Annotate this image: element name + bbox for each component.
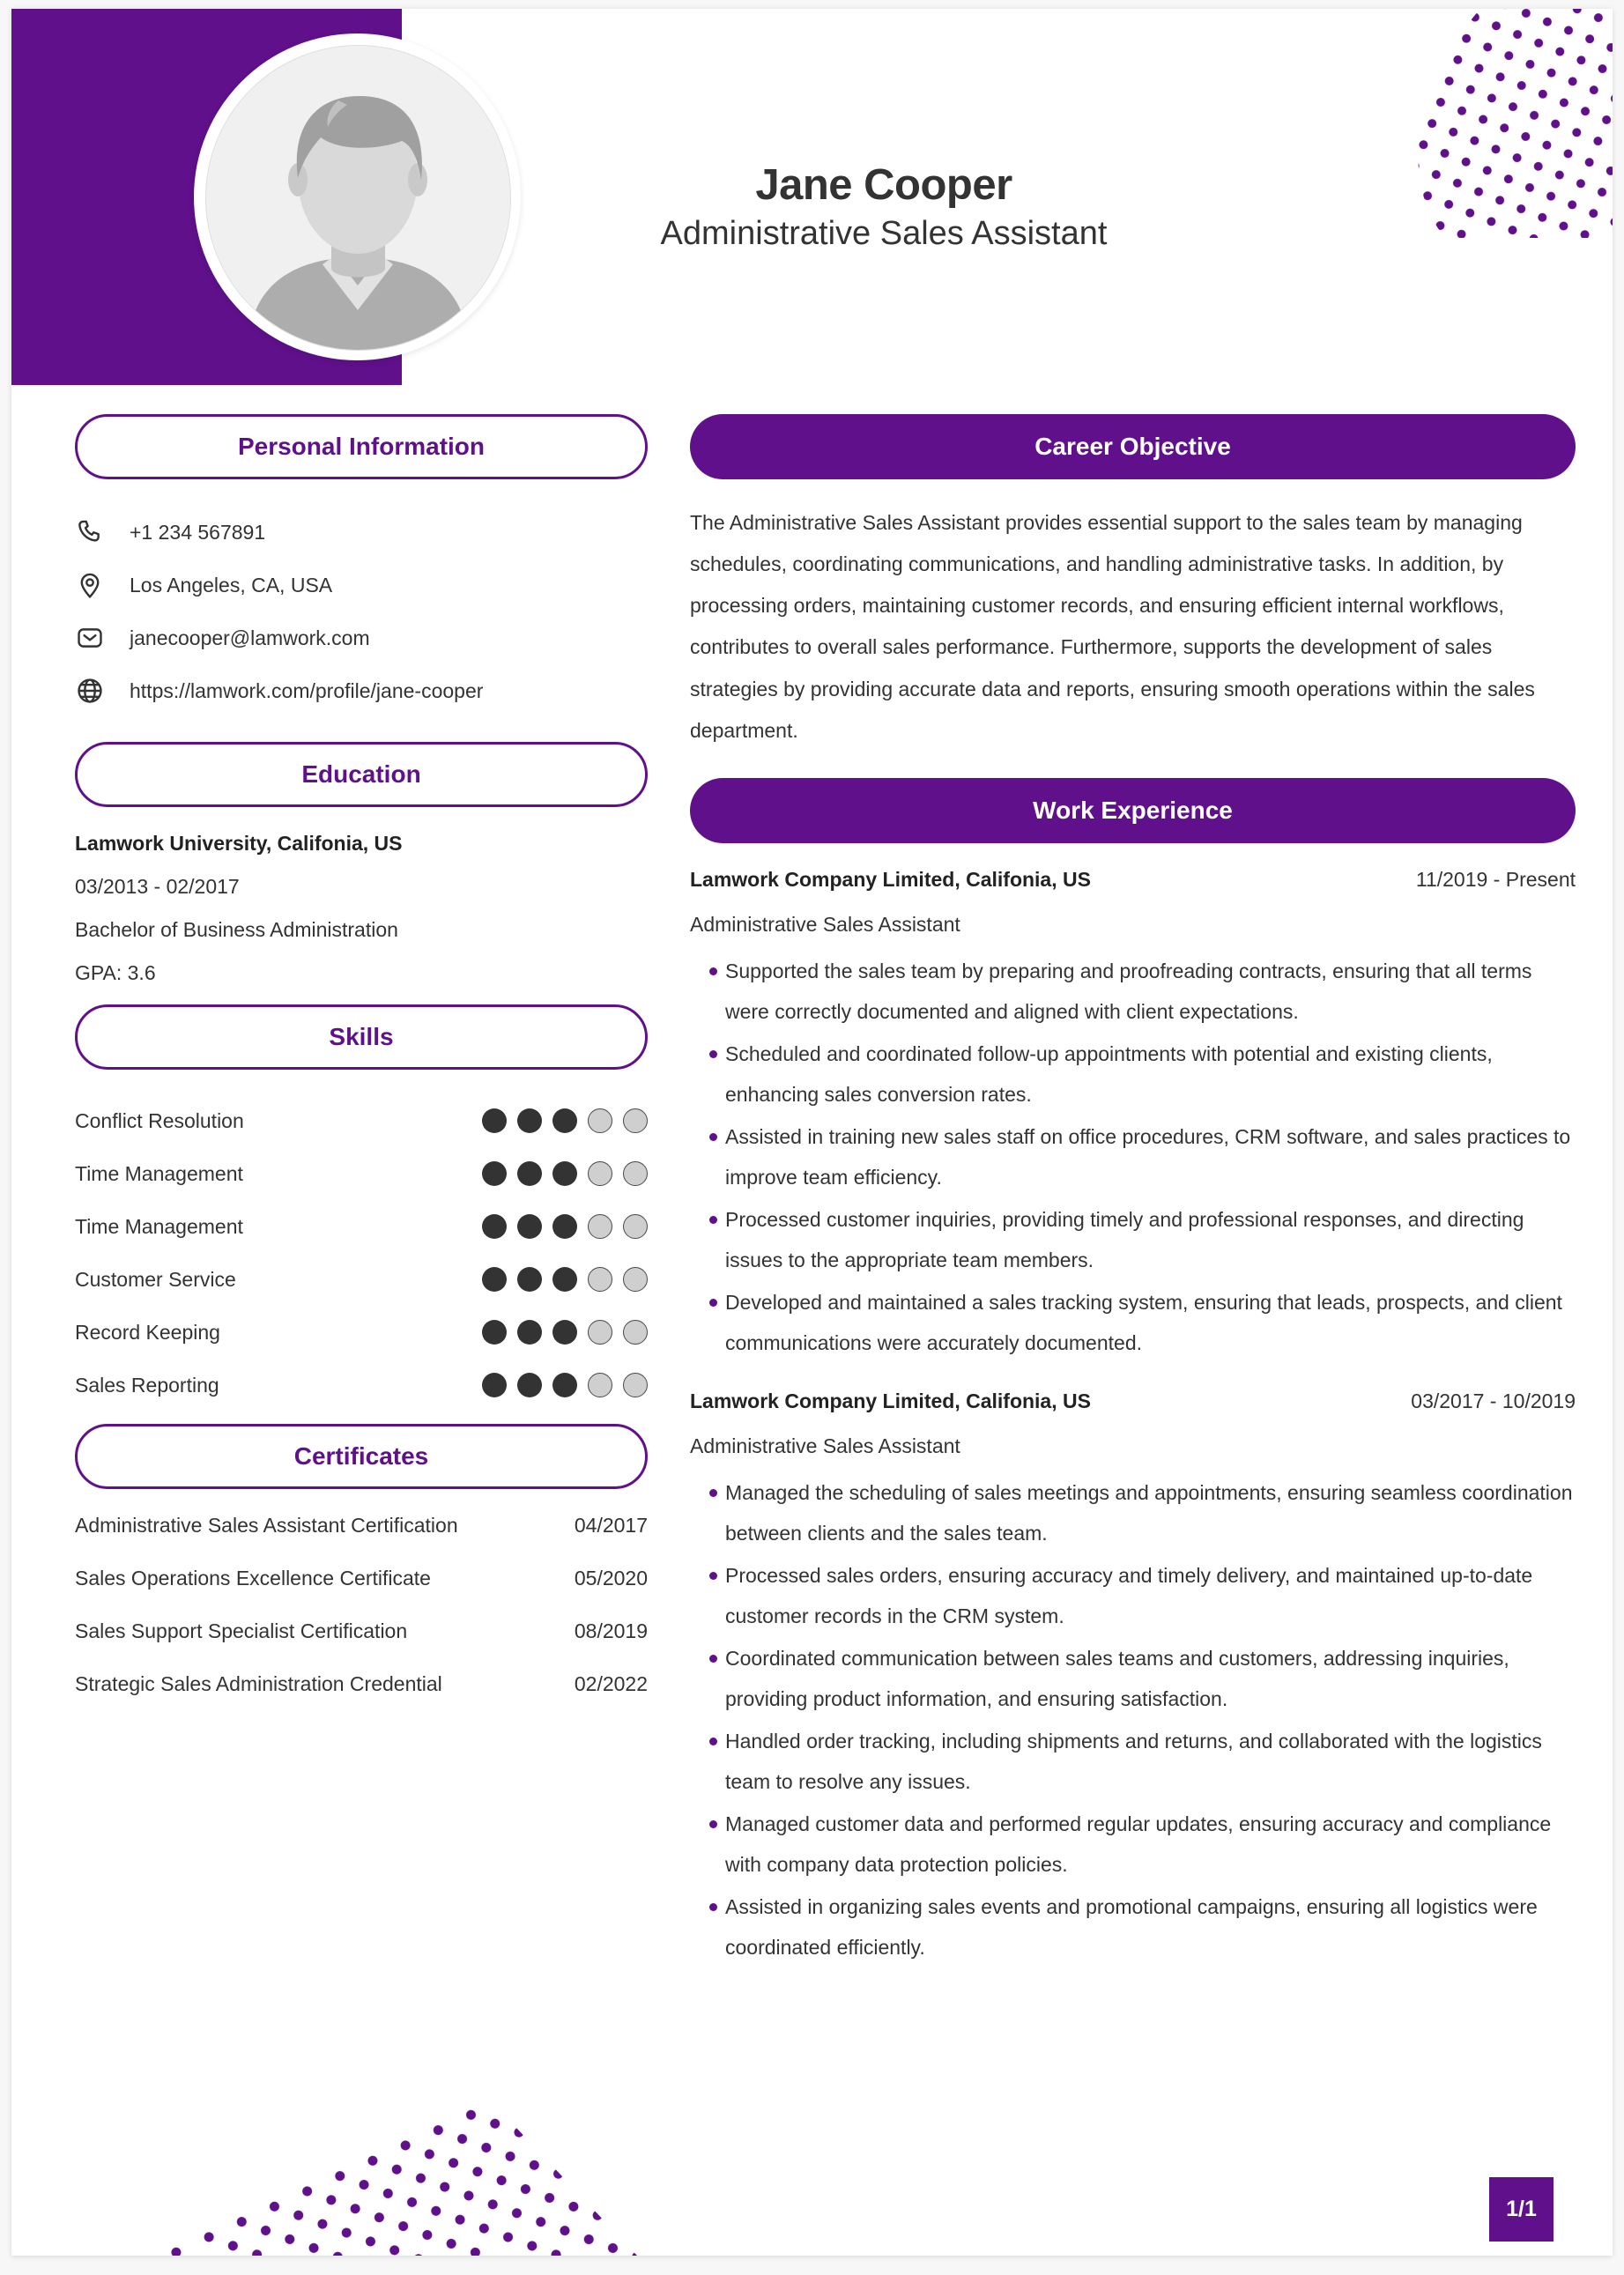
job-title: Administrative Sales Assistant — [660, 215, 1108, 253]
section-header-work-experience: Work Experience — [690, 778, 1576, 843]
section-header-career-objective: Career Objective — [690, 414, 1576, 479]
job-company: Lamwork Company Limited, Califonia, US — [690, 867, 1091, 891]
dot-pattern-top-right-icon — [1348, 9, 1613, 238]
name-title-group — [575, 163, 1192, 253]
certificate-name: Sales Operations Excellence Certificate — [75, 1567, 431, 1590]
skill-rating-dots — [482, 1214, 648, 1239]
section-header-education: Education — [75, 742, 648, 807]
skill-row — [75, 1094, 648, 1147]
education-dates: 03/2013 - 02/2017 — [75, 875, 240, 898]
skill-name: Conflict Resolution — [75, 1108, 244, 1132]
education-institution: Lamwork University, Califonia, US — [75, 832, 403, 855]
skill-rating-dots — [482, 1373, 648, 1397]
skill-name: Customer Service — [75, 1267, 236, 1291]
job-dates: 03/2017 - 10/2019 — [1411, 1389, 1576, 1412]
job-role: Administrative Sales Assistant — [690, 912, 960, 936]
contact-value-phone: +1 234 567891 — [130, 520, 266, 544]
avatar — [194, 33, 521, 360]
work-experience-item — [690, 1389, 1576, 1967]
skill-row — [75, 1200, 648, 1253]
job-bullet-list — [690, 951, 1576, 1363]
certificate-date: 05/2020 — [574, 1567, 648, 1590]
skill-name: Sales Reporting — [75, 1373, 219, 1397]
job-bullet: Supported the sales team by preparing and proofreading contracts, ensuring that all terms were correctly documented and aligned with client expectations. — [713, 951, 1576, 1032]
resume-sheet — [11, 9, 1613, 2256]
skill-row — [75, 1359, 648, 1412]
right-column — [690, 414, 1576, 1973]
skill-name: Time Management — [75, 1214, 243, 1238]
section-header-skills: Skills — [75, 1004, 648, 1070]
job-bullet: Handled order tracking, including shipments and returns, and collaborated with the logistics team to resolve any issues. — [713, 1721, 1576, 1802]
job-header — [690, 1389, 1576, 1413]
job-bullet: Managed customer data and performed regular updates, ensuring accuracy and compliance with company data protection policies. — [713, 1804, 1576, 1885]
contact-row-phone[interactable] — [75, 506, 648, 559]
certificate-row — [75, 1672, 648, 1725]
job-bullet-list — [690, 1472, 1576, 1967]
job-bullet: Assisted in training new sales staff on office procedures, CRM software, and sales practices to improve team efficiency. — [713, 1116, 1576, 1197]
certificate-name: Sales Support Specialist Certification — [75, 1619, 408, 1642]
skill-rating-dots — [482, 1161, 648, 1186]
page-indicator: 1/1 — [1489, 2177, 1554, 2242]
certificate-row — [75, 1567, 648, 1619]
contact-row-location[interactable] — [75, 559, 648, 611]
skill-name: Time Management — [75, 1161, 243, 1185]
left-column — [75, 414, 648, 1725]
job-header — [690, 868, 1576, 892]
job-bullet: Managed the scheduling of sales meetings and appointments, ensuring seamless coordination between clients and the sales team. — [713, 1472, 1576, 1553]
education-item — [75, 832, 648, 985]
contact-list — [75, 506, 648, 717]
section-header-personal-information: Personal Information — [75, 414, 648, 479]
skills-list — [75, 1094, 648, 1412]
contact-row-email[interactable] — [75, 611, 648, 664]
skill-row — [75, 1147, 648, 1200]
skill-row — [75, 1306, 648, 1359]
job-bullet: Coordinated communication between sales teams and customers, addressing inquiries, providing product information, and ensuring satisfaction. — [713, 1638, 1576, 1719]
phone-icon — [75, 515, 115, 550]
skill-rating-dots — [482, 1320, 648, 1345]
avatar-image — [205, 45, 511, 351]
certificate-date: 02/2022 — [574, 1672, 648, 1695]
career-objective-text: The Administrative Sales Assistant provides essential support to the sales team by managing schedules, coordinating communications, and handling administrative tasks. In addition, by processing orders, maintaining customer records, and ensuring efficient internal workflows, contributes to overall sales performance. Furthermore, supports the development of sales strategies by providing accurate data and reports, ensuring smooth operations within the sales department. — [690, 511, 1535, 742]
contact-value-website: https://lamwork.com/profile/jane-cooper — [130, 678, 484, 702]
certificate-name: Administrative Sales Assistant Certification — [75, 1514, 458, 1537]
section-header-certificates: Certificates — [75, 1424, 648, 1489]
certificates-list — [75, 1514, 648, 1725]
education-degree: Bachelor of Business Administration — [75, 918, 398, 941]
location-pin-icon — [75, 567, 115, 603]
skill-row — [75, 1253, 648, 1306]
certificate-date: 08/2019 — [574, 1619, 648, 1642]
contact-value-location: Los Angeles, CA, USA — [130, 573, 333, 597]
work-experience-item — [690, 868, 1576, 1363]
job-company: Lamwork Company Limited, Califonia, US — [690, 1389, 1091, 1412]
avatar-person-icon — [206, 46, 510, 350]
job-dates: 11/2019 - Present — [1415, 867, 1576, 891]
certificate-row — [75, 1514, 648, 1567]
job-bullet: Processed sales orders, ensuring accuracy and timely delivery, and maintained up-to-date customer records in the CRM system. — [713, 1555, 1576, 1636]
contact-row-website[interactable] — [75, 664, 648, 717]
education-gpa: GPA: 3.6 — [75, 961, 156, 984]
contact-value-email: janecooper@lamwork.com — [130, 626, 370, 649]
education-list — [75, 832, 648, 985]
job-role: Administrative Sales Assistant — [690, 1434, 960, 1457]
job-bullet: Assisted in organizing sales events and promotional campaigns, ensuring all logistics were coordinated efficiently. — [713, 1886, 1576, 1967]
envelope-icon — [75, 620, 115, 656]
globe-icon — [75, 673, 115, 708]
skill-rating-dots — [482, 1267, 648, 1292]
certificate-row — [75, 1619, 648, 1672]
job-bullet: Developed and maintained a sales tracking system, ensuring that leads, prospects, and client communications were accurately documented. — [713, 1282, 1576, 1363]
job-bullet: Scheduled and coordinated follow-up appointments with potential and existing clients, enhancing sales conversion rates. — [713, 1034, 1576, 1115]
job-bullet: Processed customer inquiries, providing timely and professional responses, and directing issues to the appropriate team members. — [713, 1199, 1576, 1280]
skill-name: Record Keeping — [75, 1320, 220, 1344]
certificate-date: 04/2017 — [574, 1514, 648, 1537]
page-title: Jane Cooper — [755, 161, 1012, 209]
certificate-name: Strategic Sales Administration Credential — [75, 1672, 442, 1695]
skill-rating-dots — [482, 1108, 648, 1133]
dot-pattern-bottom-left-icon — [144, 2097, 637, 2256]
